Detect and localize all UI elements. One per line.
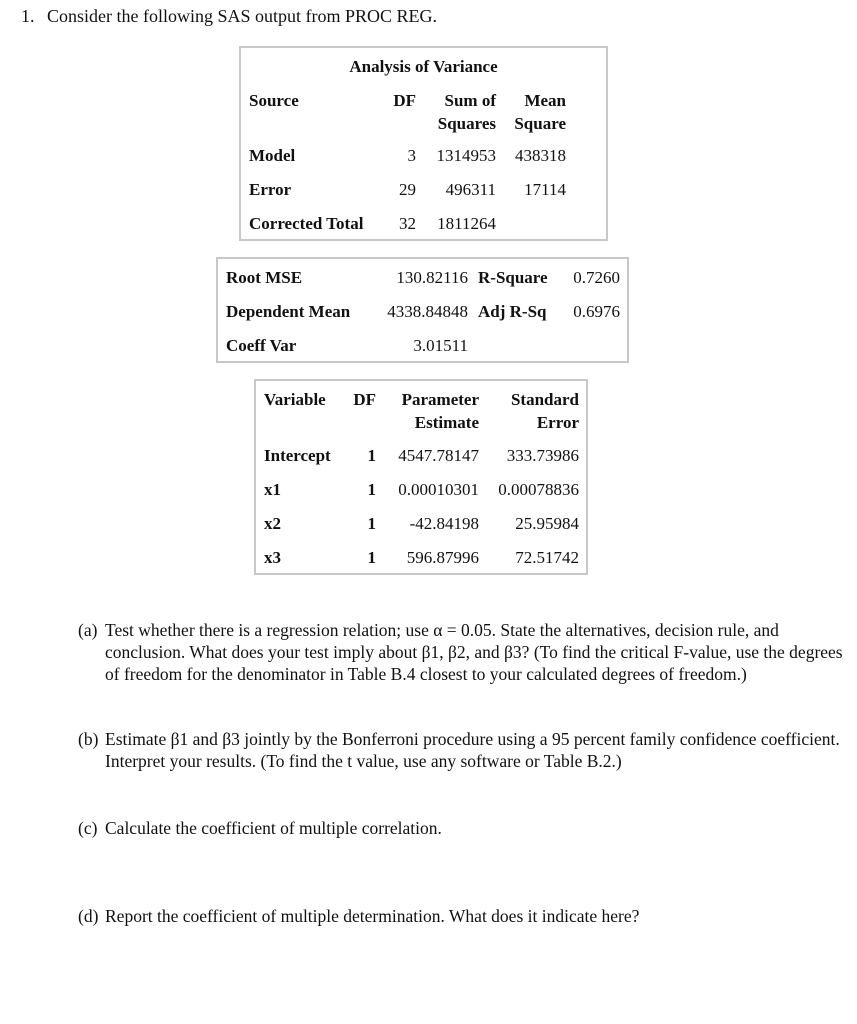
anova-header-ss-line2: Squares [437,114,496,133]
part-c [78,817,850,839]
fit-value-dependent-mean: 4338.84848 [387,302,468,321]
param-row-intercept-se: 333.73986 [506,446,579,465]
anova-table [239,46,608,241]
fit-label-dependent-mean: Dependent Mean [226,302,351,321]
anova-row-error-df: 29 [399,180,416,199]
parameter-estimates-table [254,379,588,575]
question-number: 1. [21,6,35,26]
fit-stats-table [216,257,629,363]
param-row-x2-se: 25.95984 [515,514,579,533]
anova-row-total-df: 32 [399,214,416,233]
param-row-x2-estimate: -42.84198 [409,514,479,533]
anova-row-error-ms: 17114 [524,180,566,199]
param-header-df: DF [353,390,376,409]
fit-value-r-square: 0.7260 [573,268,620,287]
part-a-text: Test whether there is a regression relation; use α = 0.05. State the alternatives, decision rule, and conclusion. What does your test imply about β1, β2, and β3? (To find the critical F-value, use the degrees of freedom for the denominator in Table B.4 closest to your calculated degrees of freedom.) [105,620,843,684]
param-row-x1-estimate: 0.00010301 [398,480,479,499]
anova-row-model-ss: 1314953 [436,146,496,165]
anova-header-ms-line1: Mean [524,91,566,110]
param-row-x1-df: 1 [367,480,376,499]
anova-header-ms-line2: Square [514,114,566,133]
param-header-se-line2: Error [536,413,579,432]
fit-label-adj-r-sq: Adj R-Sq [478,302,547,321]
anova-header-source: Source [249,91,299,110]
part-a-label: (a) [78,620,98,640]
part-c-text: Calculate the coefficient of multiple correlation. [105,818,442,838]
fit-label-coeff-var: Coeff Var [226,336,297,355]
part-c-label: (c) [78,818,98,838]
part-b [78,728,850,772]
anova-header-df: DF [393,91,416,110]
anova-title: Analysis of Variance [349,57,498,76]
param-row-x3-se: 72.51742 [515,548,579,567]
question-heading [21,6,437,27]
param-row-x1-se: 0.00078836 [498,480,579,499]
param-row-x3-variable: x3 [264,548,281,567]
part-b-label: (b) [78,729,99,749]
param-header-se-line1: Standard [510,390,579,409]
param-row-x2-variable: x2 [264,514,281,533]
param-row-x2-df: 1 [367,514,376,533]
param-row-intercept-df: 1 [367,446,376,465]
anova-row-total-source: Corrected Total [249,214,364,233]
param-row-intercept-estimate: 4547.78147 [398,446,479,465]
part-a [78,619,850,685]
anova-row-total-ss: 1811264 [437,214,496,233]
part-d-label: (d) [78,906,99,926]
fit-value-adj-r-sq: 0.6976 [573,302,620,321]
fit-value-root-mse: 130.82116 [396,268,468,287]
part-d [78,905,850,927]
anova-row-model-ms: 438318 [515,146,566,165]
anova-row-model-source: Model [249,146,296,165]
param-header-variable: Variable [264,390,326,409]
anova-row-error-source: Error [249,180,292,199]
question-text: Consider the following SAS output from PROC REG. [47,6,438,26]
param-header-estimate-line1: Parameter [401,390,479,409]
param-row-x1-variable: x1 [264,480,281,499]
fit-value-coeff-var: 3.01511 [413,336,468,355]
fit-label-r-square: R-Square [478,268,548,287]
part-b-text: Estimate β1 and β3 jointly by the Bonferroni procedure using a 95 percent family confidence coefficient. Interpret your results. (To find the t value, use any software or Table B.2.) [105,729,840,771]
param-row-x3-df: 1 [367,548,376,567]
part-d-text: Report the coefficient of multiple determination. What does it indicate here? [105,906,640,926]
param-header-estimate-line2: Estimate [414,413,479,432]
anova-row-error-ss: 496311 [445,180,496,199]
fit-label-root-mse: Root MSE [226,268,303,287]
anova-header-ss-line1: Sum of [444,91,496,110]
anova-row-model-df: 3 [407,146,416,165]
param-row-intercept-variable: Intercept [264,446,331,465]
param-row-x3-estimate: 596.87996 [406,548,479,567]
